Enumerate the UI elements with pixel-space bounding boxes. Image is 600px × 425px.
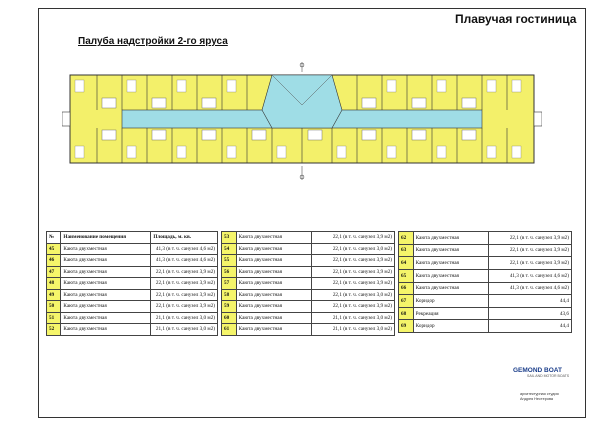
table-row — [222, 289, 395, 301]
header-area: Площадь, м. кв. — [151, 232, 218, 244]
cell-name: Каюта двухместная — [413, 232, 488, 245]
cell-num: 57 — [222, 278, 237, 290]
cell-num: 66 — [399, 282, 414, 295]
cell-area: 22,1 (в т. ч. санузел 3,9 м2) — [311, 266, 394, 278]
room-table-3 — [398, 231, 572, 333]
table-row — [399, 307, 572, 320]
studio-logo — [520, 392, 559, 401]
cell-area: 21,1 (в т. ч. санузел 3,0 м2) — [151, 324, 218, 336]
table-row — [399, 232, 572, 245]
table-row — [47, 255, 218, 267]
table-row — [222, 266, 395, 278]
logo-main-text: GEMOND BOAT — [513, 367, 562, 374]
bow-stair — [534, 112, 542, 126]
cell-num: 65 — [399, 269, 414, 282]
cell-num: 62 — [399, 232, 414, 245]
cell-num: 68 — [399, 307, 414, 320]
cell-name: Каюта двухместная — [61, 266, 151, 278]
cell-num: 49 — [47, 289, 61, 301]
table-row — [47, 312, 218, 324]
table-row — [399, 282, 572, 295]
cell-num: 50 — [47, 301, 61, 313]
table-row — [222, 232, 395, 244]
cell-area: 21,1 (в т. ч. санузел 3,0 м2) — [311, 324, 394, 336]
logo-main-subtext: SAIL AND MOTOR BOATS — [527, 374, 570, 378]
cell-num: 69 — [399, 320, 414, 333]
header-num: № — [47, 232, 61, 244]
table-row — [399, 244, 572, 257]
cell-name: Каюта двухместная — [61, 243, 151, 255]
cell-name: Каюта двухместная — [61, 312, 151, 324]
cell-num: 52 — [47, 324, 61, 336]
cell-name: Каюта двухместная — [236, 266, 311, 278]
cell-num: 55 — [222, 255, 237, 267]
cell-area: 21,1 (в т. ч. санузел 3,0 м2) — [311, 312, 394, 324]
cell-name: Каюта двухместная — [236, 232, 311, 244]
cell-num: 58 — [222, 289, 237, 301]
table-row — [399, 269, 572, 282]
cell-area: 22,1 (в т. ч. санузел 3,9 м2) — [311, 255, 394, 267]
cell-area: 22,1 (в т. ч. санузел 3,0 м2) — [311, 243, 394, 255]
cell-area: 41,3 (в т. ч. санузел 4,6 м2) — [151, 243, 218, 255]
header-name: Наименование помещения — [61, 232, 151, 244]
table-row — [399, 257, 572, 270]
plan-subtitle: Палуба надстройки 2-го яруса — [78, 36, 228, 47]
table-row — [399, 295, 572, 308]
cell-num: 54 — [222, 243, 237, 255]
cell-num: 46 — [47, 255, 61, 267]
studio-logo-line1: архитектурная студия — [520, 392, 559, 396]
cell-num: 59 — [222, 301, 237, 313]
cell-area: 22,1 (в т. ч. санузел 3,9 м2) — [488, 244, 571, 257]
cell-name: Каюта двухместная — [413, 244, 488, 257]
cell-area: 22,1 (в т. ч. санузел 3,9 м2) — [151, 289, 218, 301]
cell-num: 56 — [222, 266, 237, 278]
cell-area: 41,3 (в т. ч. санузел 4,6 м2) — [488, 269, 571, 282]
table-row — [222, 301, 395, 313]
table-row — [47, 301, 218, 313]
cell-name: Коридор — [413, 320, 488, 333]
cell-num: 60 — [222, 312, 237, 324]
cell-area: 22,1 (в т. ч. санузел 3,9 м2) — [151, 301, 218, 313]
cell-area: 22,1 (в т. ч. санузел 3,9 м2) — [311, 278, 394, 290]
cell-name: Каюта двухместная — [236, 289, 311, 301]
cell-area: 22,1 (в т. ч. санузел 3,0 м2) — [311, 289, 394, 301]
cell-area: 21,1 (в т. ч. санузел 3,0 м2) — [151, 312, 218, 324]
cell-name: Каюта двухместная — [236, 278, 311, 290]
cell-area: 22,1 (в т. ч. санузел 3,9 м2) — [311, 232, 394, 244]
table-row — [222, 255, 395, 267]
cell-num: 67 — [399, 295, 414, 308]
table-row — [47, 278, 218, 290]
room-schedule — [46, 231, 572, 333]
cell-name: Каюта двухместная — [236, 243, 311, 255]
cell-area: 44,4 — [488, 320, 571, 333]
table-row — [47, 243, 218, 255]
table-row — [222, 324, 395, 336]
cell-name: Каюта двухместная — [61, 301, 151, 313]
cell-name: Каюта двухместная — [413, 257, 488, 270]
table-row — [47, 289, 218, 301]
cell-area: 22,1 (в т. ч. санузел 3,9 м2) — [151, 278, 218, 290]
cell-name: Каюта двухместная — [61, 278, 151, 290]
table-row — [222, 312, 395, 324]
cell-name: Коридор — [413, 295, 488, 308]
stern-stair — [62, 112, 70, 126]
page-title: Плавучая гостиница — [455, 12, 577, 26]
deck-floor-plan — [62, 60, 542, 185]
cell-name: Каюта двухместная — [61, 255, 151, 267]
cell-name: Рекреация — [413, 307, 488, 320]
cell-area: 41,3 (в т. ч. санузел 4,6 м2) — [151, 255, 218, 267]
cell-num: 48 — [47, 278, 61, 290]
studio-logo-line2: Андрея Нестерова — [520, 396, 554, 401]
cell-area: 22,1 (в т. ч. санузел 3,9 м2) — [311, 301, 394, 313]
cell-num: 63 — [399, 244, 414, 257]
cell-num: 45 — [47, 243, 61, 255]
cell-area: 44,4 — [488, 295, 571, 308]
table-row — [399, 320, 572, 333]
table-header-row — [47, 232, 218, 244]
cell-num: 64 — [399, 257, 414, 270]
cell-area: 41,3 (в т. ч. санузел 4,6 м2) — [488, 282, 571, 295]
cell-name: Каюта двухместная — [236, 324, 311, 336]
room-table-2 — [221, 231, 395, 336]
cell-name: Каюта двухместная — [236, 312, 311, 324]
recreation-area — [262, 75, 342, 128]
cell-name: Каюта двухместная — [413, 269, 488, 282]
cell-num: 51 — [47, 312, 61, 324]
table-row — [222, 243, 395, 255]
cell-area: 22,1 (в т. ч. санузел 3,9 м2) — [488, 257, 571, 270]
cell-area: 22,1 (в т. ч. санузел 3,9 м2) — [488, 232, 571, 245]
cell-name: Каюта двухместная — [61, 324, 151, 336]
table-row — [222, 278, 395, 290]
table-row — [47, 324, 218, 336]
cell-area: 22,1 (в т. ч. санузел 3,9 м2) — [151, 266, 218, 278]
cell-name: Каюта двухместная — [236, 255, 311, 267]
cell-name: Каюта двухместная — [236, 301, 311, 313]
cell-num: 61 — [222, 324, 237, 336]
cell-num: 47 — [47, 266, 61, 278]
room-table-1 — [46, 231, 218, 336]
cell-name: Каюта двухместная — [61, 289, 151, 301]
cell-num: 53 — [222, 232, 237, 244]
table-row — [47, 266, 218, 278]
gemond-boat-logo — [513, 367, 569, 378]
cell-area: 43,6 — [488, 307, 571, 320]
cell-name: Каюта двухместная — [413, 282, 488, 295]
